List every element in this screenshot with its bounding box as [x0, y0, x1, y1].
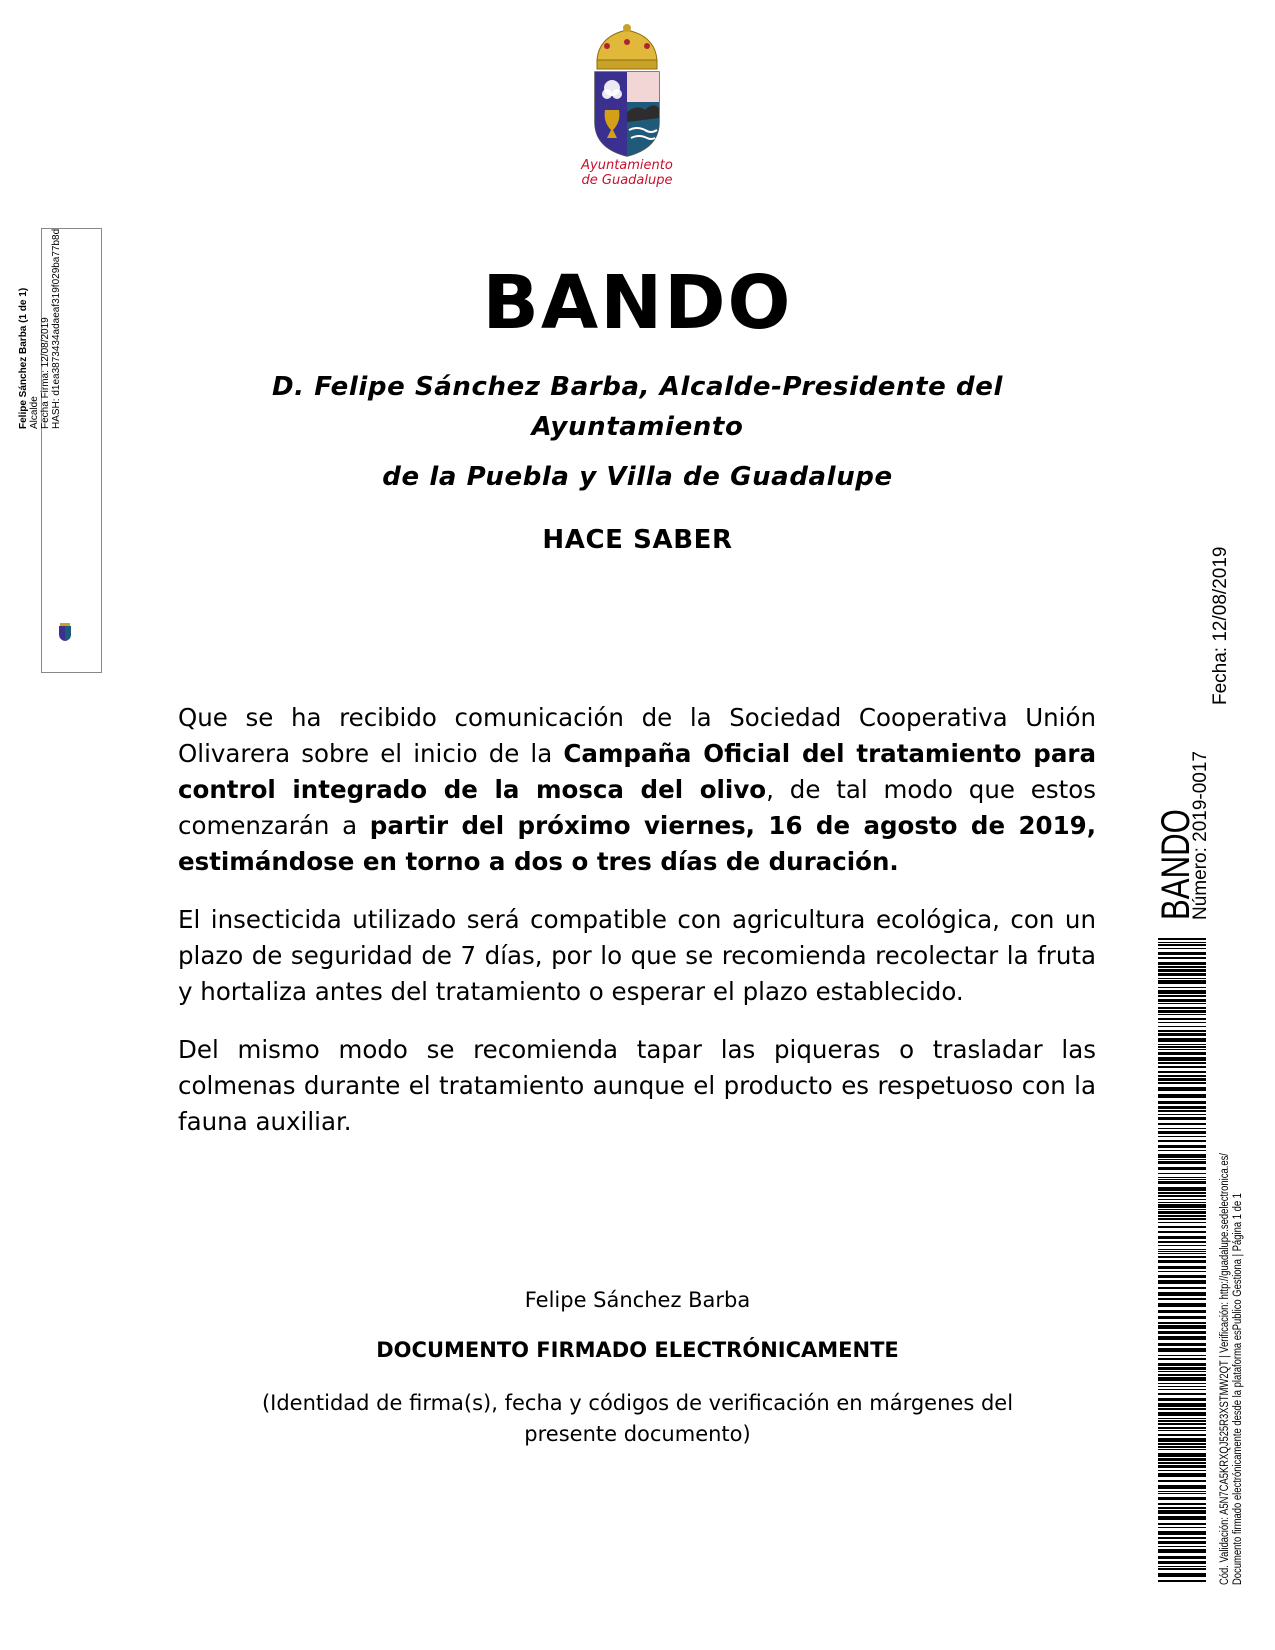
paragraph-2: El insecticida utilizado será compatible con agricultura ecológica, con un plazo de seguridad de 7 días, por lo que se recomienda recolectar la fruta y hortaliza antes del tratamiento o esperar el plazo establecido.	[178, 905, 1096, 1006]
signer-name: Felipe Sánchez Barba	[524, 1288, 751, 1312]
stamp-signer: Felipe Sánchez Barba (1 de 1)	[18, 287, 29, 429]
margin-doc-type: BANDO	[1154, 809, 1198, 920]
paragraph-3: Del mismo modo se recomienda tapar las piqueras o trasladar las colmenas durante el tratamiento aunque el producto es respetuoso con la fauna auxiliar.	[178, 1035, 1096, 1136]
barcode-icon	[1158, 938, 1206, 1585]
signed-notice: DOCUMENTO FIRMADO ELECTRÓNICAMENTE	[376, 1338, 899, 1362]
margin-platform: Documento firmado electrónicamente desde la plataforma esPublico Gestiona | Página 1 de 1	[1232, 1193, 1244, 1585]
issuer-line: D. Felipe Sánchez Barba, Alcalde-Presidente del Ayuntamiento	[271, 372, 1004, 442]
announcement-heading: HACE SABER	[542, 525, 733, 555]
stamp-hash: HASH: d1ea3873434adaeaf319f029ba77b8d	[51, 228, 62, 429]
signature-note: (Identidad de firma(s), fecha y códigos de verificación en márgenes del presente documento)	[261, 1391, 1014, 1446]
document-body	[178, 700, 1096, 1162]
margin-date: Fecha: 12/08/2019	[1210, 546, 1231, 705]
margin-validation: Cód. Validación: A5N7CA5KRXQJ525R3XSTMW2QT | Verificación: http://guadalupe.sedelectronica.es/	[1219, 1153, 1231, 1585]
p1-bold-campaign: Campaña Oficial del tratamiento para control integrado de la mosca del olivo	[178, 739, 1096, 804]
logo-name-line2: de Guadalupe	[581, 173, 673, 188]
logo-name-line1: Ayuntamiento	[581, 158, 673, 173]
stamp-text	[18, 69, 62, 429]
document-title: BANDO	[482, 260, 793, 346]
stamp-date: Fecha Firma: 12/08/2019	[40, 317, 51, 429]
issuer-location: de la Puebla y Villa de Guadalupe	[382, 462, 893, 492]
municipal-logo	[552, 22, 702, 207]
p1-text-a: Que se ha recibido comunicación de la Sociedad Cooperativa Unión Olivarera sobre el inicio de la	[178, 703, 1096, 768]
margin-number: Número: 2019-0017	[1190, 751, 1211, 920]
stamp-seal-icon	[51, 622, 79, 642]
coat-of-arms-icon	[577, 22, 677, 157]
p1-bold-date: partir del próximo viernes, 16 de agosto de 2019, estimándose en torno a dos o tres días de duración.	[178, 811, 1096, 876]
paragraph-1	[178, 700, 1096, 880]
stamp-role: Alcalde	[29, 396, 40, 429]
p1-text-c: , de tal modo que estos comenzarán a	[178, 775, 1096, 840]
